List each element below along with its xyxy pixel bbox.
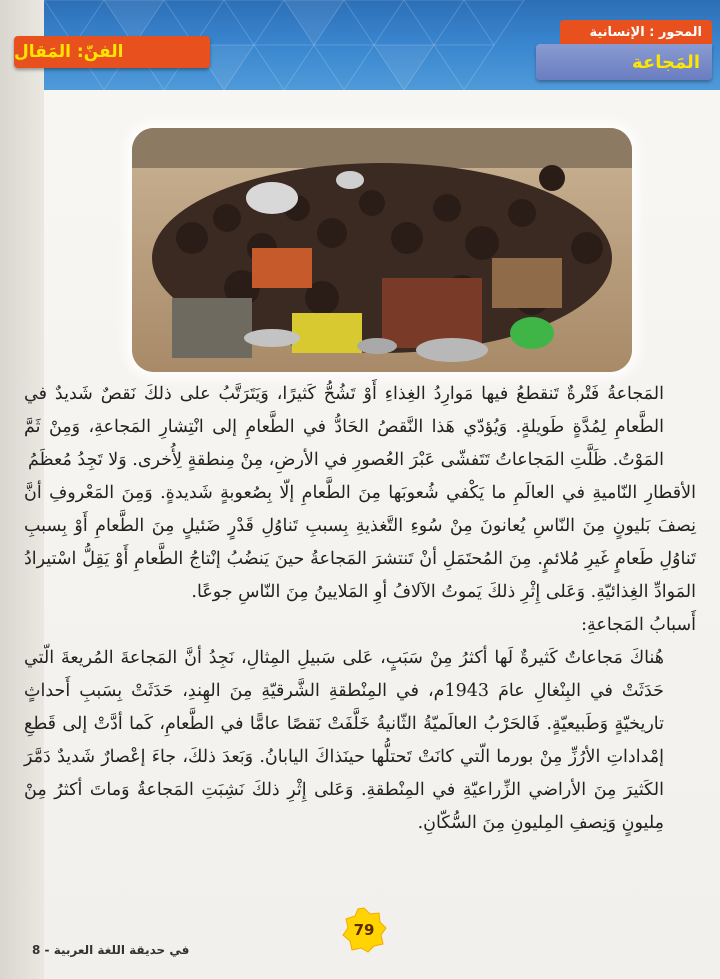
article-body	[24, 378, 696, 840]
lesson-title: المَجاعة	[536, 44, 712, 80]
paragraph-definition: المَجاعةُ فَتْرةٌ تَنقطعُ فيها مَوارِدُ الغِذاءِ أَوْ تَشُحُّ كَثيرًا، وَيَتَرَتَّبُ على ذلكَ نَقصٌ شَديدٌ في الطَّعامِ لِمُدَّةٍ طَويلةٍ. وَيُؤدّي هَذا النَّقصُ الحَادُّ في الطَّعامِ إلى انْتِشارِ المَجاعةِ، وَمِنْ ثَمَّ المَوْتُ. ظَلَّتِ المَجاعاتُ تَتَفشّى عَبْرَ العُصورِ في الأرضِ، مِنْ مِنطقةٍ لِأُخرى. وَلا تَجِدُ مُعظَمُ	[24, 384, 664, 470]
page-number: 79	[353, 921, 375, 939]
page-number-badge	[340, 906, 388, 954]
famine-crowd-photo	[132, 128, 632, 372]
axis-tag: المحور : الإنسانية	[560, 20, 712, 44]
causes-heading: أَسبابُ المَجاعةِ:	[581, 615, 696, 635]
section-tag: الفنّ: المَقال	[14, 36, 210, 68]
paragraph-developing-countries: الأقطارِ النّاميةِ في العالَمِ ما يَكْفي شُعوبَها مِنَ الطَّعامِ إلّا بِصُعوبةٍ شَديدةٍ. وَمِنَ المَعْروفِ أنَّ نِصفَ بَليونٍ مِنَ النّاسِ يُعانونَ مِنْ سُوءِ التَّغذيةِ بِسببِ تَناوُلِ قَدْرٍ ضَئيلٍ مِنَ الطَّعامِ أَوْ بِسببِ تَناوُلِ طَعامٍ غَيرِ مُلائمٍ. مِنَ المُحتَمَلِ أنْ تَنتشرَ المَجاعةُ حينَ يَنضُبُ إنْتاجُ الطَّعامِ أَوْ يَقِلُّ اسْتيرادُ المَوادِّ الغِذائيّةِ. وَعَلى إِثْرِ ذلكَ يَموتُ الآلافُ أوِ المَلايينُ مِنَ النّاسِ جوعًا.	[24, 483, 696, 602]
book-title: في حديقة اللغة العربية - 8	[32, 943, 190, 957]
paragraph-causes: هُناكَ مَجاعاتٌ كَثيرةٌ لَها أكثرُ مِنْ سَبَبٍ، عَلى سَبيلِ المِثالِ، نَجِدُ أنَّ المَجاعةَ المُريعةَ الّتي حَدَثَتْ في البِنْغالِ عامَ 1943م، في المِنْطقةِ الشَّرقيّةِ مِنَ الهِندِ، حَدَثَتْ بِسَببِ أَحداثٍ تاريخيّةٍ وَطَبيعيّةٍ. فَالحَرْبُ العالَميّةُ الثّانيةُ خَلَّفَتْ نَقصًا عامًّا في الطَّعامِ، كَما أدَّتْ إلى قَطعِ إمْداداتِ الأرُزِّ مِنْ بورما الّتي كانَتْ تَحتلُّها حينَذاكَ اليابانُ. وَبَعدَ ذلكَ، جاءَ إعْصارٌ شَديدٌ دَمَّرَ الكَثيرَ مِنَ الأراضي الزِّراعيّةِ في المِنْطقةِ. وَعَلى إِثْرِ ذلكَ نَشِبَتِ المَجاعةُ وَماتَ أكثرُ مِنْ مِليونٍ وَنِصفِ المِليونِ مِنَ السُّكّانِ.	[24, 648, 664, 833]
